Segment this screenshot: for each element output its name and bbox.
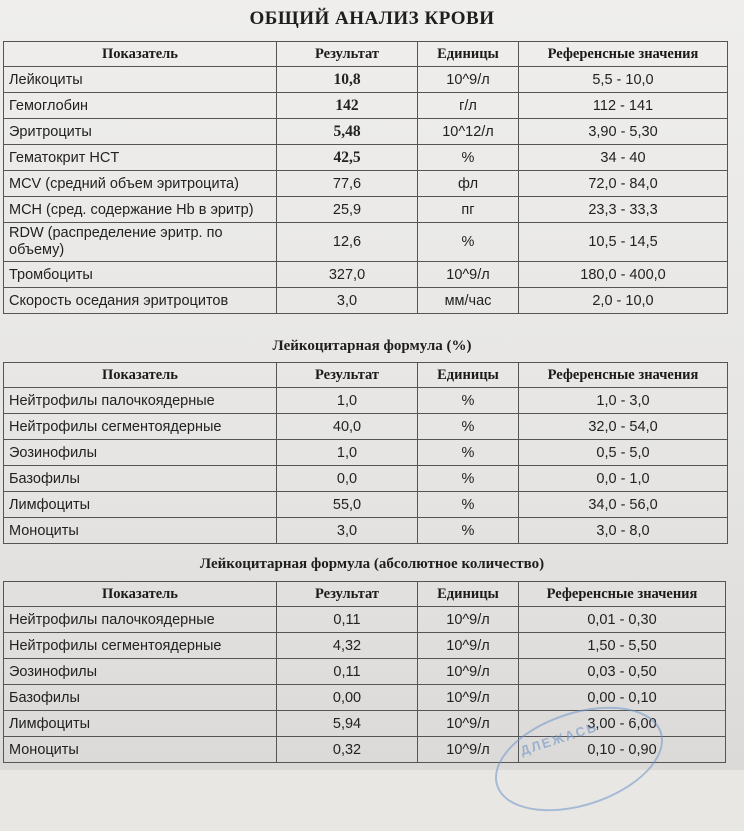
row-result: 77,6 (277, 171, 418, 197)
row-reference: 72,0 - 84,0 (519, 171, 728, 197)
row-name: Лейкоциты (4, 67, 277, 93)
row-name: Скорость оседания эритроцитов (4, 288, 277, 314)
row-reference: 0,01 - 0,30 (519, 607, 726, 633)
row-unit: 10^9/л (418, 262, 519, 288)
row-name: Нейтрофилы сегментоядерные (4, 633, 277, 659)
row-result: 1,0 (277, 388, 418, 414)
row-reference: 112 - 141 (519, 93, 728, 119)
row-name: MCH (сред. содержание Hb в эритр) (4, 197, 277, 223)
cbc-table (3, 41, 728, 314)
table-header-row (4, 42, 728, 67)
row-name: Базофилы (4, 466, 277, 492)
table-row (4, 388, 728, 414)
table-row (4, 262, 728, 288)
table-row (4, 197, 728, 223)
row-name: Моноциты (4, 737, 277, 763)
row-reference: 0,5 - 5,0 (519, 440, 728, 466)
row-reference: 34 - 40 (519, 145, 728, 171)
header-result: Результат (277, 582, 418, 607)
table-header-row (4, 582, 726, 607)
row-unit: мм/час (418, 288, 519, 314)
row-result: 42,5 (277, 145, 418, 171)
table-row (4, 145, 728, 171)
table-row (4, 93, 728, 119)
table-row (4, 492, 728, 518)
row-reference: 1,50 - 5,50 (519, 633, 726, 659)
row-reference: 2,0 - 10,0 (519, 288, 728, 314)
row-reference: 5,5 - 10,0 (519, 67, 728, 93)
row-name: Гемоглобин (4, 93, 277, 119)
row-name: Эозинофилы (4, 659, 277, 685)
row-name: Лимфоциты (4, 711, 277, 737)
row-result: 5,94 (277, 711, 418, 737)
header-result: Результат (277, 363, 418, 388)
table-row (4, 119, 728, 145)
table-row (4, 518, 728, 544)
row-result: 3,0 (277, 288, 418, 314)
row-name: Лимфоциты (4, 492, 277, 518)
row-unit: % (418, 388, 519, 414)
row-unit: фл (418, 171, 519, 197)
row-unit: г/л (418, 93, 519, 119)
row-name: Гематокрит HCT (4, 145, 277, 171)
row-reference: 10,5 - 14,5 (519, 223, 728, 262)
row-result: 12,6 (277, 223, 418, 262)
row-name: Нейтрофилы палочкоядерные (4, 388, 277, 414)
row-name: RDW (распределение эритр. по объему) (4, 223, 277, 262)
header-units: Единицы (418, 42, 519, 67)
table-row (4, 607, 726, 633)
table-row (4, 466, 728, 492)
row-result: 142 (277, 93, 418, 119)
row-unit: 10^9/л (418, 67, 519, 93)
table-row (4, 440, 728, 466)
row-unit: 10^9/л (418, 711, 519, 737)
document-title: ОБЩИЙ АНАЛИЗ КРОВИ (249, 8, 495, 29)
row-reference: 0,10 - 0,90 (519, 737, 726, 763)
table-row (4, 223, 728, 262)
stamp-text: ДЛЕЖАСЬ (518, 719, 600, 759)
row-unit: 10^9/л (418, 607, 519, 633)
row-reference: 3,90 - 5,30 (519, 119, 728, 145)
row-result: 327,0 (277, 262, 418, 288)
header-reference: Референсные значения (519, 582, 726, 607)
row-result: 55,0 (277, 492, 418, 518)
row-reference: 0,0 - 1,0 (519, 466, 728, 492)
row-unit: % (418, 518, 519, 544)
row-unit: 10^9/л (418, 685, 519, 711)
row-reference: 34,0 - 56,0 (519, 492, 728, 518)
row-unit: 10^12/л (418, 119, 519, 145)
header-parameter: Показатель (4, 363, 277, 388)
row-unit: 10^9/л (418, 737, 519, 763)
row-reference: 0,03 - 0,50 (519, 659, 726, 685)
row-unit: пг (418, 197, 519, 223)
row-name: MCV (средний объем эритроцита) (4, 171, 277, 197)
row-result: 0,11 (277, 607, 418, 633)
row-result: 1,0 (277, 440, 418, 466)
row-reference: 180,0 - 400,0 (519, 262, 728, 288)
row-result: 0,32 (277, 737, 418, 763)
row-result: 10,8 (277, 67, 418, 93)
row-unit: % (418, 440, 519, 466)
row-unit: % (418, 414, 519, 440)
section-title-leukocyte-percent: Лейкоцитарная формула (%) (272, 338, 472, 354)
row-reference: 23,3 - 33,3 (519, 197, 728, 223)
row-name: Моноциты (4, 518, 277, 544)
row-name: Нейтрофилы сегментоядерные (4, 414, 277, 440)
row-reference: 1,0 - 3,0 (519, 388, 728, 414)
table-row (4, 414, 728, 440)
row-result: 25,9 (277, 197, 418, 223)
row-unit: % (418, 466, 519, 492)
row-result: 4,32 (277, 633, 418, 659)
table-row (4, 288, 728, 314)
row-unit: % (418, 223, 519, 262)
row-unit: 10^9/л (418, 659, 519, 685)
header-parameter: Показатель (4, 582, 277, 607)
row-name: Базофилы (4, 685, 277, 711)
header-units: Единицы (418, 363, 519, 388)
table-row (4, 659, 726, 685)
row-unit: % (418, 145, 519, 171)
table-header-row (4, 363, 728, 388)
table-row (4, 633, 726, 659)
header-parameter: Показатель (4, 42, 277, 67)
row-name: Тромбоциты (4, 262, 277, 288)
row-result: 40,0 (277, 414, 418, 440)
row-name: Эритроциты (4, 119, 277, 145)
row-name: Эозинофилы (4, 440, 277, 466)
row-reference: 32,0 - 54,0 (519, 414, 728, 440)
row-unit: % (418, 492, 519, 518)
row-reference: 0,00 - 0,10 (519, 685, 726, 711)
table-row (4, 171, 728, 197)
row-result: 0,11 (277, 659, 418, 685)
header-reference: Референсные значения (519, 42, 728, 67)
row-result: 0,00 (277, 685, 418, 711)
table-row (4, 67, 728, 93)
header-result: Результат (277, 42, 418, 67)
header-units: Единицы (418, 582, 519, 607)
row-result: 3,0 (277, 518, 418, 544)
row-unit: 10^9/л (418, 633, 519, 659)
row-name: Нейтрофилы палочкоядерные (4, 607, 277, 633)
row-result: 0,0 (277, 466, 418, 492)
row-result: 5,48 (277, 119, 418, 145)
header-reference: Референсные значения (519, 363, 728, 388)
leukocyte-percent-table (3, 362, 728, 544)
row-reference: 3,0 - 8,0 (519, 518, 728, 544)
row-reference: 3,00 - 6,00 (519, 711, 726, 737)
section-title-leukocyte-absolute: Лейкоцитарная формула (абсолютное количество) (199, 556, 545, 572)
